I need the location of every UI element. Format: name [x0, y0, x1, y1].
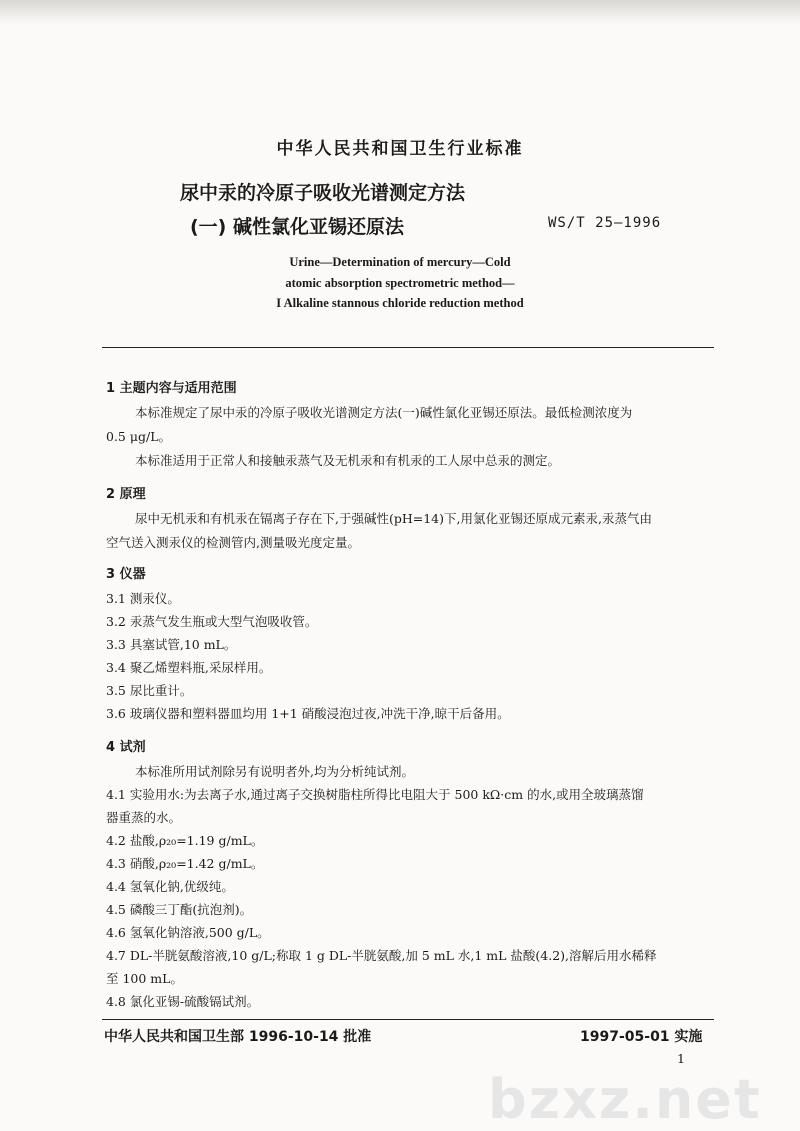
list-item: 4.7 DL-半胱氨酸溶液,10 g/L;称取 1 g DL-半胱氨酸,加 5 mL 水,1 mL 盐酸(4.2),溶解后用水稀释	[106, 948, 657, 963]
approval-date: 中华人民共和国卫生部 1996-10-14 批准	[104, 1029, 372, 1045]
list-item: 3.6 玻璃仪器和塑料器皿均用 1+1 硝酸浸泡过夜,冲洗干净,晾干后备用。	[106, 706, 510, 721]
header-divider	[102, 347, 714, 348]
list-item: 4.5 磷酸三丁酯(抗泡剂)。	[106, 902, 253, 917]
standard-code: WS/T 25—1996	[548, 215, 662, 231]
list-item: 3.5 尿比重计。	[106, 683, 193, 698]
section-2-paragraph-cont: 空气送入测汞仪的检测管内,测量吸光度定量。	[106, 535, 360, 550]
list-item: 4.1 实验用水:为去离子水,通过离子交换树脂柱所得比电阻大于 500 kΩ·cm 的水,或用全玻璃蒸馏	[106, 787, 644, 802]
english-title-line1: Urine—Determination of mercury—Cold	[289, 255, 511, 269]
list-item: 4.8 氯化亚锡-硫酸镉试剂。	[106, 994, 260, 1009]
section-2-heading: 2 原理	[106, 487, 146, 502]
list-item-cont: 器重蒸的水。	[106, 810, 182, 825]
section-1-paragraph-1-cont: 0.5 μg/L。	[106, 429, 171, 444]
implementation-date: 1997-05-01 实施	[580, 1029, 703, 1045]
english-title-line2: atomic absorption spectrometric method—	[285, 276, 515, 290]
section-1-paragraph-2: 本标准适用于正常人和接触汞蒸气及无机汞和有机汞的工人尿中总汞的测定。	[135, 453, 561, 468]
list-item: 3.4 聚乙烯塑料瓶,采尿样用。	[106, 660, 272, 675]
section-3-heading: 3 仪器	[106, 567, 146, 582]
document-title-line2: (一) 碱性氯化亚锡还原法	[190, 216, 404, 238]
section-4-heading: 4 试剂	[106, 740, 146, 755]
section-1-heading: 1 主题内容与适用范围	[106, 381, 237, 396]
list-item: 4.3 硝酸,ρ₂₀=1.42 g/mL。	[106, 856, 264, 871]
section-4-intro: 本标准所用试剂除另有说明者外,均为分析纯试剂。	[135, 764, 414, 779]
list-item: 4.2 盐酸,ρ₂₀=1.19 g/mL。	[106, 833, 264, 848]
scan-top-edge	[0, 0, 800, 26]
list-item: 3.3 具塞试管,10 mL。	[106, 637, 237, 652]
footer-divider	[102, 1019, 714, 1020]
list-item: 4.6 氢氧化钠溶液,500 g/L。	[106, 925, 270, 940]
standard-organization: 中华人民共和国卫生行业标准	[276, 139, 524, 159]
list-item: 4.4 氢氧化钠,优级纯。	[106, 879, 234, 894]
watermark: bzxz.net	[488, 1068, 762, 1131]
section-1-paragraph-1: 本标准规定了尿中汞的冷原子吸收光谱测定方法(一)碱性氯化亚锡还原法。最低检测浓度为	[135, 405, 633, 420]
list-item-cont: 至 100 mL。	[106, 971, 183, 986]
list-item: 3.1 测汞仪。	[106, 591, 180, 606]
list-item: 3.2 汞蒸气发生瓶或大型气泡吸收管。	[106, 614, 318, 629]
page-number: 1	[677, 1051, 685, 1066]
english-title-line3: I Alkaline stannous chloride reduction method	[276, 296, 524, 310]
document-title-line1: 尿中汞的冷原子吸收光谱测定方法	[180, 182, 466, 204]
section-2-paragraph: 尿中无机汞和有机汞在镉离子存在下,于强碱性(pH=14)下,用氯化亚锡还原成元素汞,汞蒸气由	[135, 511, 652, 526]
